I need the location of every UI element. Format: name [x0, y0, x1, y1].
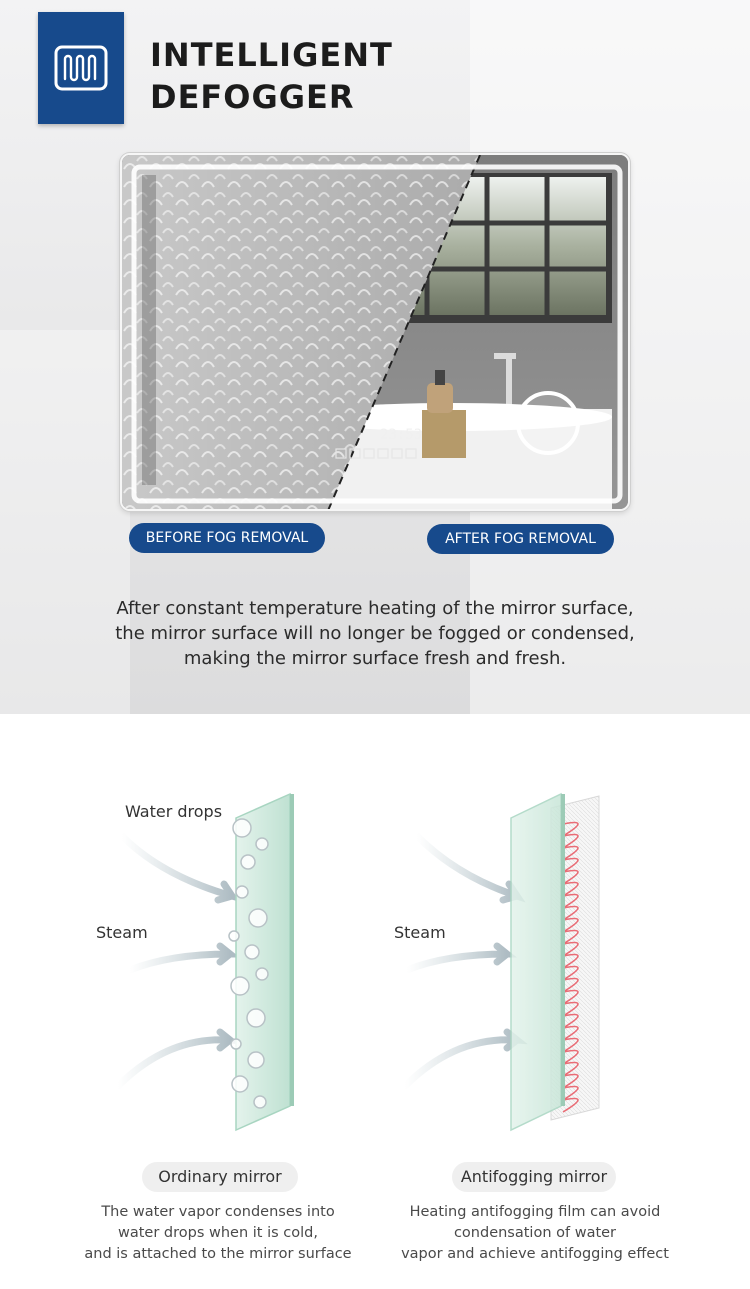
ordinary-desc-line-3: and is attached to the mirror surface	[84, 1246, 352, 1262]
steam-arrow	[118, 1032, 230, 1086]
antifog-mirror-description	[390, 1202, 680, 1265]
antifog-desc-line-3: vapor and achieve antifogging effect	[401, 1246, 669, 1262]
antifog-desc-line-2: condensation of water	[453, 1225, 617, 1241]
steam-label-antifog: Steam	[394, 923, 446, 942]
defogger-badge	[38, 12, 124, 124]
page-title	[150, 34, 393, 118]
after-fog-removal-badge: AFTER FOG REMOVAL	[427, 524, 614, 554]
description-line-3: making the mirror surface fresh and fresh.	[183, 648, 567, 669]
steam-arrow	[407, 946, 507, 970]
title-line-2: DEFOGGER	[150, 78, 355, 116]
ordinary-desc-line-2: water drops when it is cold,	[118, 1225, 318, 1241]
description-line-1: After constant temperature heating of the mirror surface,	[116, 598, 634, 619]
steam-label-ordinary: Steam	[96, 923, 148, 942]
ordinary-mirror-diagram	[0, 714, 375, 1144]
description	[60, 596, 690, 671]
steam-arrow	[417, 836, 517, 900]
bathroom-scene	[122, 155, 630, 511]
steam-arrow	[405, 1032, 517, 1086]
comparison-section	[0, 714, 750, 1289]
mirror-photo	[120, 153, 630, 511]
steam-arrow	[130, 946, 230, 970]
steam-arrow	[122, 836, 232, 900]
ordinary-mirror-description	[70, 1202, 366, 1265]
antifog-glass-pane	[511, 794, 561, 1130]
antifog-mirror-caption: Antifogging mirror	[452, 1162, 616, 1192]
ordinary-mirror-caption: Ordinary mirror	[142, 1162, 298, 1192]
ordinary-desc-line-1: The water vapor condenses into	[101, 1204, 335, 1220]
description-line-2: the mirror surface will no longer be fogged or condensed,	[115, 623, 635, 644]
heating-element-icon	[54, 45, 108, 91]
title-line-1: INTELLIGENT	[150, 36, 393, 74]
antifog-desc-line-1: Heating antifogging film can avoid	[409, 1204, 661, 1220]
clock-display: 23:53	[380, 427, 423, 443]
before-fog-removal-badge: BEFORE FOG REMOVAL	[129, 523, 325, 553]
water-drops-label: Water drops	[125, 802, 223, 821]
